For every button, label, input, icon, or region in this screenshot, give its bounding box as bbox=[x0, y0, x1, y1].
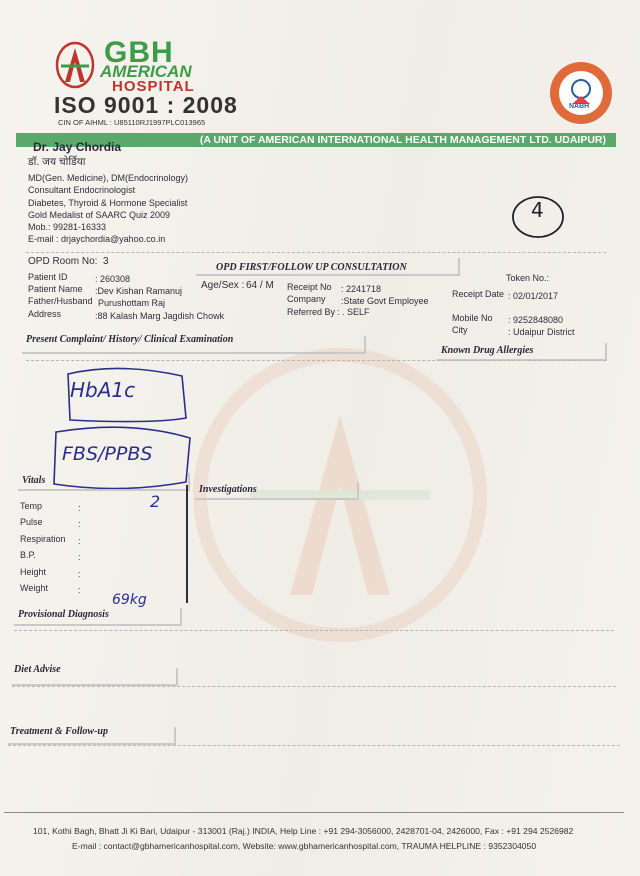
doctor-email: E-mail : drjaychordia@yahoo.co.in bbox=[28, 234, 166, 244]
vital-colon-pulse: : bbox=[78, 519, 81, 529]
vital-colon-bp: : bbox=[78, 552, 81, 562]
referred-by-value: : . SELF bbox=[337, 307, 370, 317]
mobile-label: Mobile No bbox=[452, 313, 493, 323]
patient-id-label: Patient ID bbox=[28, 272, 68, 282]
opd-room-value: 3 bbox=[103, 256, 109, 267]
footer-contact: E-mail : contact@gbhamericanhospital.com, Website: www.gbhamericanhospital.com, TRAUMA HELPLINE : 9352304050 bbox=[72, 841, 537, 851]
handwritten-note-hba1c: HbA1c bbox=[70, 378, 136, 402]
receipt-date-label: Receipt Date bbox=[452, 289, 505, 299]
doctor-mobile: Mob.: 99281-16333 bbox=[28, 222, 107, 232]
form-title: OPD FIRST/FOLLOW UP CONSULTATION bbox=[216, 262, 407, 273]
investigations-heading: Investigations bbox=[199, 484, 257, 495]
father-label: Father/Husband bbox=[28, 296, 93, 306]
brand-gbh: GBH bbox=[104, 36, 174, 69]
vital-label-height: Height bbox=[20, 567, 47, 577]
address-label: Address bbox=[28, 309, 62, 319]
brand-american: AMERICAN bbox=[100, 62, 192, 81]
vital-colon-height: : bbox=[78, 569, 81, 579]
city-value: : Udaipur District bbox=[508, 327, 575, 337]
referred-by-label: Referred By bbox=[287, 307, 336, 317]
footer-address: 101, Kothi Bagh, Bhatt Ji Ki Bari, Udaipur - 313001 (Raj.) INDIA, Help Line : +91 294-3056000, 2428701-04, 2426000, Fax : +91 294 2526982 bbox=[33, 826, 574, 836]
mobile-value: : 9252848080 bbox=[508, 315, 564, 325]
vital-colon-respiration: : bbox=[78, 536, 81, 546]
company-label: Company bbox=[287, 294, 326, 304]
age-sex-value: 64 / M bbox=[246, 280, 274, 291]
allergies-heading: Known Drug Allergies bbox=[441, 345, 534, 356]
iso-certification: ISO 9001 : 2008 bbox=[54, 92, 238, 118]
doctor-award: Gold Medalist of SAARC Quiz 2009 bbox=[28, 210, 171, 220]
provisional-heading: Provisional Diagnosis bbox=[18, 609, 109, 620]
vitals-divider bbox=[186, 485, 188, 603]
doctor-qualification: MD(Gen. Medicine), DM(Endocrinology) bbox=[28, 173, 189, 183]
diet-heading: Diet Advise bbox=[14, 664, 61, 675]
nabh-seal-icon bbox=[548, 60, 614, 126]
receipt-no-label: Receipt No bbox=[287, 282, 332, 292]
address-value: :88 Kalash Marg Jagdish Chowk bbox=[95, 311, 225, 321]
vital-colon-temp: : bbox=[78, 503, 81, 513]
age-sex-label: Age/Sex : bbox=[201, 280, 245, 291]
token-label: Token No.: bbox=[506, 273, 550, 283]
divider bbox=[26, 360, 606, 361]
hospital-banner: (A UNIT OF AMERICAN INTERNATIONAL HEALTH MANAGEMENT LTD. UDAIPUR) bbox=[16, 133, 616, 147]
vitals-heading: Vitals bbox=[22, 475, 46, 486]
receipt-date-value: : 02/01/2017 bbox=[508, 291, 559, 301]
treatment-heading: Treatment & Follow-up bbox=[10, 726, 108, 737]
divider bbox=[12, 686, 616, 687]
vital-label-pulse: Pulse bbox=[20, 517, 43, 527]
handwritten-number: 4 bbox=[531, 198, 544, 222]
receipt-no-value: : 2241718 bbox=[341, 284, 382, 294]
company-value: :State Govt Employee bbox=[341, 296, 429, 306]
city-label: City bbox=[452, 325, 468, 335]
cin-number: CIN OF AIHML : U85110RJ1997PLC013965 bbox=[58, 118, 206, 127]
complaint-heading: Present Complaint/ History/ Clinical Examination bbox=[26, 334, 234, 345]
doctor-specialty: Diabetes, Thyroid & Hormone Specialist bbox=[28, 198, 188, 208]
nabh-label: NABH bbox=[569, 103, 590, 110]
divider bbox=[14, 630, 614, 631]
doctor-name-hindi: डॉ. जय चोर्डिया bbox=[28, 156, 86, 168]
patient-name-value: :Dev Kishan Ramanuj bbox=[95, 286, 183, 296]
father-value: Purushottam Raj bbox=[98, 298, 166, 308]
opd-room-label: OPD Room No: bbox=[28, 256, 98, 267]
footer-divider bbox=[4, 812, 624, 813]
hospital-logo-icon bbox=[55, 40, 95, 90]
vital-label-bp: B.P. bbox=[20, 550, 36, 560]
patient-name-label: Patient Name bbox=[28, 284, 83, 294]
vital-colon-weight: : bbox=[78, 585, 81, 595]
handwritten-note-fbs-ppbs: FBS/PPBS bbox=[62, 443, 153, 465]
divider bbox=[8, 745, 620, 746]
brand-hospital: HOSPITAL bbox=[112, 78, 195, 95]
doctor-designation: Consultant Endocrinologist bbox=[28, 185, 136, 195]
handwritten-weight: 69kg bbox=[112, 592, 147, 608]
divider bbox=[26, 252, 606, 253]
vital-label-weight: Weight bbox=[20, 583, 48, 593]
patient-id-value: : 260308 bbox=[95, 274, 131, 284]
vital-label-respiration: Respiration bbox=[20, 534, 66, 544]
doctor-name: Dr. Jay Chordia bbox=[33, 140, 122, 154]
vital-label-temp: Temp bbox=[20, 501, 43, 511]
handwritten-scribble: 2 bbox=[150, 492, 161, 511]
